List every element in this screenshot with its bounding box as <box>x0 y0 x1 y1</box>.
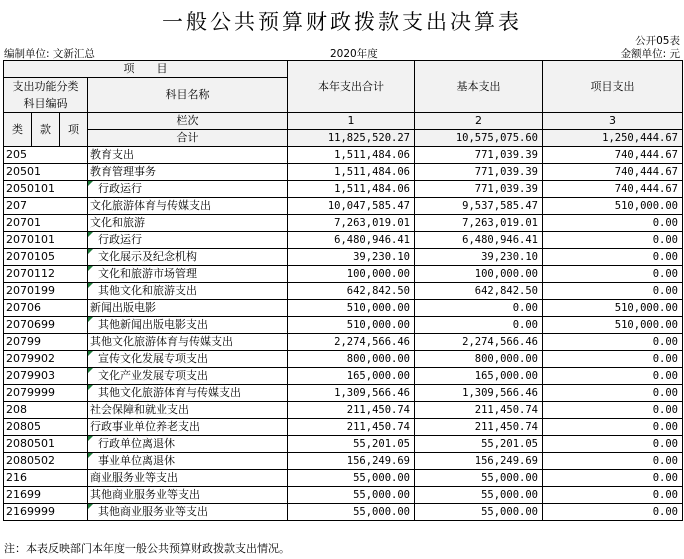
amount-basic: 55,201.05 <box>415 436 543 453</box>
subject-name: 行政事业单位养老支出 <box>88 419 288 436</box>
subject-name: 文化和旅游市场管理 <box>88 266 288 283</box>
subject-code: 2079902 <box>4 351 88 368</box>
subject-code: 205 <box>4 147 88 164</box>
amount-total: 800,000.00 <box>288 351 415 368</box>
amount-project: 740,444.67 <box>543 181 683 198</box>
amount-project: 0.00 <box>543 351 683 368</box>
header-kuan: 款 <box>32 113 60 147</box>
subject-code: 2070199 <box>4 283 88 300</box>
amount-total: 1,511,484.06 <box>288 164 415 181</box>
amount-project: 0.00 <box>543 385 683 402</box>
header-func-code: 支出功能分类 科目编码 <box>4 78 88 113</box>
subject-code: 2079999 <box>4 385 88 402</box>
amount-project: 0.00 <box>543 487 683 504</box>
compiling-unit: 编制单位: 文新汇总 <box>4 48 95 60</box>
table-row <box>4 368 683 385</box>
header-total: 本年支出合计 <box>288 61 415 113</box>
footnote: 注：本表反映部门本年度一般公共预算财政拨款支出情况。 <box>4 542 290 555</box>
table-row <box>4 487 683 504</box>
amount-total: 510,000.00 <box>288 317 415 334</box>
amount-basic: 9,537,585.47 <box>415 198 543 215</box>
amount-project: 0.00 <box>543 283 683 300</box>
amount-basic: 211,450.74 <box>415 419 543 436</box>
report-year: 2020年度 <box>330 48 378 60</box>
header-subject-name: 科目名称 <box>88 78 288 113</box>
subject-name: 文化展示及纪念机构 <box>88 249 288 266</box>
table-row <box>4 334 683 351</box>
expenditure-table <box>3 60 683 521</box>
amount-project: 0.00 <box>543 334 683 351</box>
amount-project: 0.00 <box>543 436 683 453</box>
amount-basic: 771,039.39 <box>415 164 543 181</box>
amount-project: 0.00 <box>543 232 683 249</box>
subject-code: 20501 <box>4 164 88 181</box>
amount-total: 55,000.00 <box>288 487 415 504</box>
subject-name: 教育管理事务 <box>88 164 288 181</box>
amount-total: 165,000.00 <box>288 368 415 385</box>
table-row <box>4 436 683 453</box>
amount-basic: 165,000.00 <box>415 368 543 385</box>
total-total: 11,825,520.27 <box>288 130 415 147</box>
amount-basic: 55,000.00 <box>415 504 543 521</box>
amount-total: 6,480,946.41 <box>288 232 415 249</box>
subject-name: 文化产业发展专项支出 <box>88 368 288 385</box>
table-row <box>4 402 683 419</box>
subject-code: 207 <box>4 198 88 215</box>
table-row <box>4 283 683 300</box>
subject-code: 20706 <box>4 300 88 317</box>
amount-basic: 156,249.69 <box>415 453 543 470</box>
table-row <box>4 266 683 283</box>
table-row <box>4 470 683 487</box>
header-item: 项 目 <box>4 61 288 78</box>
subject-name: 行政单位离退休 <box>88 436 288 453</box>
subject-code: 2070105 <box>4 249 88 266</box>
amount-total: 10,047,585.47 <box>288 198 415 215</box>
amount-project: 0.00 <box>543 504 683 521</box>
table-row <box>4 300 683 317</box>
amount-basic: 2,274,566.46 <box>415 334 543 351</box>
amount-project: 740,444.67 <box>543 164 683 181</box>
subject-code: 2080501 <box>4 436 88 453</box>
subject-name: 行政运行 <box>88 232 288 249</box>
amount-project: 0.00 <box>543 453 683 470</box>
subject-name: 行政运行 <box>88 181 288 198</box>
subject-code: 20799 <box>4 334 88 351</box>
subject-code: 2070699 <box>4 317 88 334</box>
amount-basic: 100,000.00 <box>415 266 543 283</box>
amount-total: 510,000.00 <box>288 300 415 317</box>
amount-total: 55,000.00 <box>288 504 415 521</box>
subject-code: 2070112 <box>4 266 88 283</box>
amount-project: 740,444.67 <box>543 147 683 164</box>
subject-code: 20701 <box>4 215 88 232</box>
header-xiang: 项 <box>60 113 88 147</box>
amount-basic: 771,039.39 <box>415 147 543 164</box>
amount-project: 510,000.00 <box>543 198 683 215</box>
amount-total: 1,511,484.06 <box>288 147 415 164</box>
table-row <box>4 419 683 436</box>
subject-name: 教育支出 <box>88 147 288 164</box>
subject-name: 新闻出版电影 <box>88 300 288 317</box>
subject-code: 208 <box>4 402 88 419</box>
table-row <box>4 215 683 232</box>
amount-total: 2,274,566.46 <box>288 334 415 351</box>
amount-total: 1,309,566.46 <box>288 385 415 402</box>
amount-total: 642,842.50 <box>288 283 415 300</box>
subject-code: 2169999 <box>4 504 88 521</box>
form-code: 公开05表 <box>635 35 680 47</box>
amount-total: 55,201.05 <box>288 436 415 453</box>
amount-total: 1,511,484.06 <box>288 181 415 198</box>
header-lei: 类 <box>4 113 32 147</box>
subject-name: 社会保障和就业支出 <box>88 402 288 419</box>
table-row <box>4 249 683 266</box>
subject-code: 2070101 <box>4 232 88 249</box>
subject-name: 其他文化旅游体育与传媒支出 <box>88 334 288 351</box>
amount-basic: 800,000.00 <box>415 351 543 368</box>
amount-total: 55,000.00 <box>288 470 415 487</box>
amount-unit: 金额单位: 元 <box>620 48 680 60</box>
subject-name: 其他商业服务业等支出 <box>88 504 288 521</box>
amount-project: 510,000.00 <box>543 300 683 317</box>
amount-basic: 55,000.00 <box>415 470 543 487</box>
col-number-2: 2 <box>415 113 543 130</box>
subject-code: 2080502 <box>4 453 88 470</box>
col-number-1: 1 <box>288 113 415 130</box>
amount-total: 211,450.74 <box>288 419 415 436</box>
header-lanci: 栏次 <box>88 113 288 130</box>
amount-project: 0.00 <box>543 419 683 436</box>
subject-code: 2079903 <box>4 368 88 385</box>
table-row <box>4 164 683 181</box>
total-project: 1,250,444.67 <box>543 130 683 147</box>
subject-name: 宣传文化发展专项支出 <box>88 351 288 368</box>
subject-name: 文化和旅游 <box>88 215 288 232</box>
amount-project: 0.00 <box>543 470 683 487</box>
amount-basic: 39,230.10 <box>415 249 543 266</box>
amount-basic: 6,480,946.41 <box>415 232 543 249</box>
table-row <box>4 317 683 334</box>
amount-total: 211,450.74 <box>288 402 415 419</box>
subject-name: 商业服务业等支出 <box>88 470 288 487</box>
amount-basic: 1,309,566.46 <box>415 385 543 402</box>
table-row <box>4 147 683 164</box>
amount-total: 39,230.10 <box>288 249 415 266</box>
amount-project: 0.00 <box>543 249 683 266</box>
amount-total: 156,249.69 <box>288 453 415 470</box>
table-row <box>4 385 683 402</box>
amount-project: 0.00 <box>543 266 683 283</box>
col-number-3: 3 <box>543 113 683 130</box>
subject-name: 其他新闻出版电影支出 <box>88 317 288 334</box>
amount-basic: 0.00 <box>415 300 543 317</box>
subject-name: 其他文化旅游体育与传媒支出 <box>88 385 288 402</box>
table-row <box>4 504 683 521</box>
header-basic: 基本支出 <box>415 61 543 113</box>
amount-basic: 7,263,019.01 <box>415 215 543 232</box>
amount-project: 0.00 <box>543 368 683 385</box>
amount-project: 0.00 <box>543 402 683 419</box>
table-row <box>4 453 683 470</box>
amount-basic: 0.00 <box>415 317 543 334</box>
amount-basic: 642,842.50 <box>415 283 543 300</box>
amount-total: 7,263,019.01 <box>288 215 415 232</box>
table-row <box>4 198 683 215</box>
table-row <box>4 181 683 198</box>
amount-basic: 211,450.74 <box>415 402 543 419</box>
subject-code: 216 <box>4 470 88 487</box>
table-title: 一般公共预算财政拨款支出决算表 <box>162 10 522 34</box>
amount-basic: 55,000.00 <box>415 487 543 504</box>
subject-name: 其他商业服务业等支出 <box>88 487 288 504</box>
total-label: 合计 <box>88 130 288 147</box>
table-row <box>4 351 683 368</box>
subject-name: 文化旅游体育与传媒支出 <box>88 198 288 215</box>
amount-project: 510,000.00 <box>543 317 683 334</box>
subject-name: 其他文化和旅游支出 <box>88 283 288 300</box>
header-project: 项目支出 <box>543 61 683 113</box>
amount-basic: 771,039.39 <box>415 181 543 198</box>
total-basic: 10,575,075.60 <box>415 130 543 147</box>
table-row <box>4 232 683 249</box>
amount-total: 100,000.00 <box>288 266 415 283</box>
amount-project: 0.00 <box>543 215 683 232</box>
subject-code: 2050101 <box>4 181 88 198</box>
subject-code: 20805 <box>4 419 88 436</box>
subject-code: 21699 <box>4 487 88 504</box>
subject-name: 事业单位离退休 <box>88 453 288 470</box>
